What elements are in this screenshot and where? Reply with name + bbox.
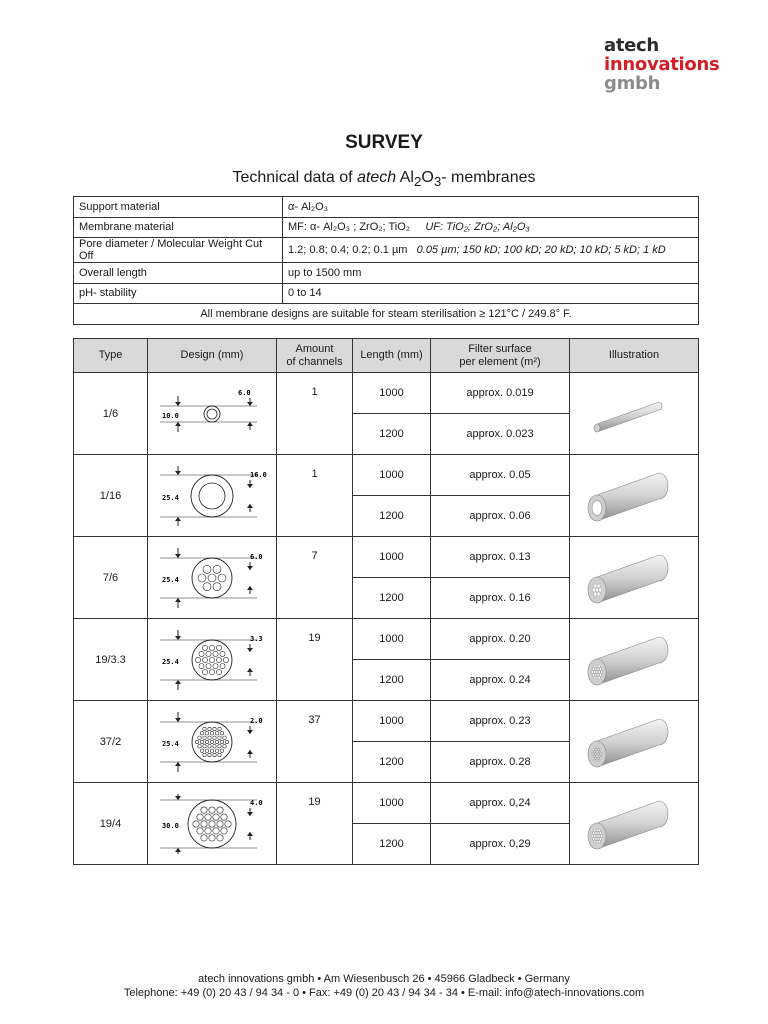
spec-value: 0 to 14 <box>283 283 699 304</box>
cell-illustration <box>570 701 699 783</box>
cell-type: 19/4 <box>74 783 148 865</box>
header-channels-2: of channels <box>286 355 343 368</box>
header-channels <box>277 339 353 373</box>
cell-length: 1000 <box>353 783 431 824</box>
spec-row-note <box>74 304 699 325</box>
cell-filter-surface: approx. 0.24 <box>431 660 570 701</box>
cell-length: 1200 <box>353 414 431 455</box>
spec-value: α- Al₂O₃ <box>283 197 699 218</box>
tube-illustration <box>579 630 689 690</box>
footer <box>0 972 768 1000</box>
cell-length: 1000 <box>353 619 431 660</box>
design-diameter-label: 25.4 <box>162 739 179 748</box>
table-row <box>74 373 699 414</box>
cell-filter-surface: approx. 0,24 <box>431 783 570 824</box>
cell-filter-surface: approx. 0.23 <box>431 701 570 742</box>
cell-length: 1000 <box>353 455 431 496</box>
cell-design <box>148 537 277 619</box>
cell-length: 1000 <box>353 537 431 578</box>
table-row <box>74 783 699 824</box>
tube-illustration <box>579 794 689 854</box>
cell-length: 1000 <box>353 701 431 742</box>
cell-length: 1200 <box>353 742 431 783</box>
spec-value <box>283 217 699 238</box>
header-length: Length (mm) <box>353 339 431 373</box>
page-title: SURVEY <box>345 132 423 153</box>
pore-uf: 0.05 µm; 150 kD; 100 kD; 20 kD; 10 kD; 5 kD; 1 kD <box>416 244 666 256</box>
design-channel-label: 4.0 <box>250 798 263 807</box>
cell-length: 1200 <box>353 578 431 619</box>
cell-length: 1200 <box>353 660 431 701</box>
spec-label: Overall length <box>74 263 283 284</box>
design-drawing <box>150 384 274 444</box>
cell-illustration <box>570 783 699 865</box>
logo-line-3: gmbh <box>604 73 661 94</box>
table-row <box>74 701 699 742</box>
header-filter-1: Filter surface <box>468 342 532 355</box>
design-diameter-label: 25.4 <box>162 493 179 502</box>
cell-illustration <box>570 373 699 455</box>
cell-channels: 37 <box>277 701 353 783</box>
subtitle-post: - membranes <box>441 169 536 186</box>
spec-label: Pore diameter / Molecular Weight Cut Off <box>74 238 283 263</box>
membrane-mf: MF: α- Al₂O₃ ; ZrO₂; TiO₂ <box>288 221 411 234</box>
spec-row-membrane <box>74 217 699 238</box>
design-drawing <box>150 794 274 854</box>
cell-design <box>148 619 277 701</box>
cell-length: 1000 <box>353 373 431 414</box>
cell-type: 1/6 <box>74 373 148 455</box>
cell-illustration <box>570 455 699 537</box>
subtitle-pre: Technical data of <box>232 169 358 186</box>
design-drawing <box>150 630 274 690</box>
table-header-row <box>74 339 699 373</box>
header-filter-surface <box>431 339 570 373</box>
design-channel-label: 16.0 <box>250 470 267 479</box>
spec-row-pore <box>74 238 699 263</box>
design-diameter-label: 25.4 <box>162 657 179 666</box>
cell-channels: 1 <box>277 455 353 537</box>
logo-line-1: atech <box>604 35 659 56</box>
design-channel-label: 2.0 <box>250 716 263 725</box>
spec-label: Membrane material <box>74 217 283 238</box>
subtitle-sub2: 3 <box>433 174 442 190</box>
spec-value: up to 1500 mm <box>283 263 699 284</box>
spec-table <box>73 196 699 325</box>
sterilisation-note: All membrane designs are suitable for steam sterilisation ≥ 121°C / 249.8° F. <box>74 304 699 325</box>
footer-address: atech innovations gmbh • Am Wiesenbusch 26 • 45966 Gladbeck • Germany <box>198 973 570 985</box>
design-drawing <box>150 466 274 526</box>
design-diameter-label: 10.0 <box>162 411 179 420</box>
cell-filter-surface: approx. 0.05 <box>431 455 570 496</box>
header-type: Type <box>74 339 148 373</box>
cell-channels: 1 <box>277 373 353 455</box>
cell-design <box>148 455 277 537</box>
cell-filter-surface: approx. 0.16 <box>431 578 570 619</box>
spec-row-length <box>74 263 699 284</box>
cell-channels: 19 <box>277 619 353 701</box>
cell-filter-surface: approx. 0.20 <box>431 619 570 660</box>
cell-filter-surface: approx. 0,29 <box>431 824 570 865</box>
design-diameter-label: 25.4 <box>162 575 179 584</box>
design-drawing <box>150 712 274 772</box>
header-channels-1: Amount <box>295 342 334 355</box>
design-channel-label: 6.0 <box>250 552 263 561</box>
logo-line-2: innovations <box>604 54 720 75</box>
design-channel-label: 6.0 <box>238 388 251 397</box>
tube-illustration <box>579 384 689 444</box>
table-row <box>74 537 699 578</box>
spec-row-ph <box>74 283 699 304</box>
cell-length: 1200 <box>353 496 431 537</box>
cell-design <box>148 701 277 783</box>
spec-label: Support material <box>74 197 283 218</box>
header-filter-2: per element (m²) <box>459 355 541 368</box>
cell-design <box>148 783 277 865</box>
design-diameter-label: 30.0 <box>162 821 179 830</box>
cell-channels: 7 <box>277 537 353 619</box>
table-row <box>74 619 699 660</box>
spec-value <box>283 238 699 263</box>
spec-label: pH- stability <box>74 283 283 304</box>
header-illustration: Illustration <box>570 339 699 373</box>
footer-contact: Telephone: +49 (0) 20 43 / 94 34 - 0 • Fax: +49 (0) 20 43 / 94 34 - 34 • E-mail: info@atech-innovations.com <box>123 987 645 999</box>
cell-illustration <box>570 537 699 619</box>
table-row <box>74 455 699 496</box>
page-subtitle <box>0 169 768 189</box>
spec-row-support <box>74 197 699 218</box>
cell-filter-surface: approx. 0.13 <box>431 537 570 578</box>
cell-type: 7/6 <box>74 537 148 619</box>
company-logo <box>604 36 719 93</box>
cell-type: 37/2 <box>74 701 148 783</box>
cell-length: 1200 <box>353 824 431 865</box>
cell-filter-surface: approx. 0.019 <box>431 373 570 414</box>
membrane-uf: UF: TiO₂; ZrO₂; Al₂O₃ <box>425 221 530 234</box>
cell-type: 19/3.3 <box>74 619 148 701</box>
tube-illustration <box>579 466 689 526</box>
cell-illustration <box>570 619 699 701</box>
cell-filter-surface: approx. 0.28 <box>431 742 570 783</box>
design-channel-label: 3.3 <box>250 634 263 643</box>
membrane-table <box>73 338 699 865</box>
subtitle-al: Al <box>399 169 414 186</box>
cell-filter-surface: approx. 0.06 <box>431 496 570 537</box>
design-drawing <box>150 548 274 608</box>
subtitle-o: O <box>421 169 434 186</box>
subtitle-sub1: 2 <box>413 174 422 190</box>
tube-illustration <box>579 548 689 608</box>
header-design: Design (mm) <box>148 339 277 373</box>
subtitle-brand: atech <box>357 169 397 186</box>
pore-mf: 1.2; 0.8; 0.4; 0.2; 0.1 µm <box>288 244 408 256</box>
tube-illustration <box>579 712 689 772</box>
cell-design <box>148 373 277 455</box>
cell-type: 1/16 <box>74 455 148 537</box>
cell-filter-surface: approx. 0.023 <box>431 414 570 455</box>
cell-channels: 19 <box>277 783 353 865</box>
